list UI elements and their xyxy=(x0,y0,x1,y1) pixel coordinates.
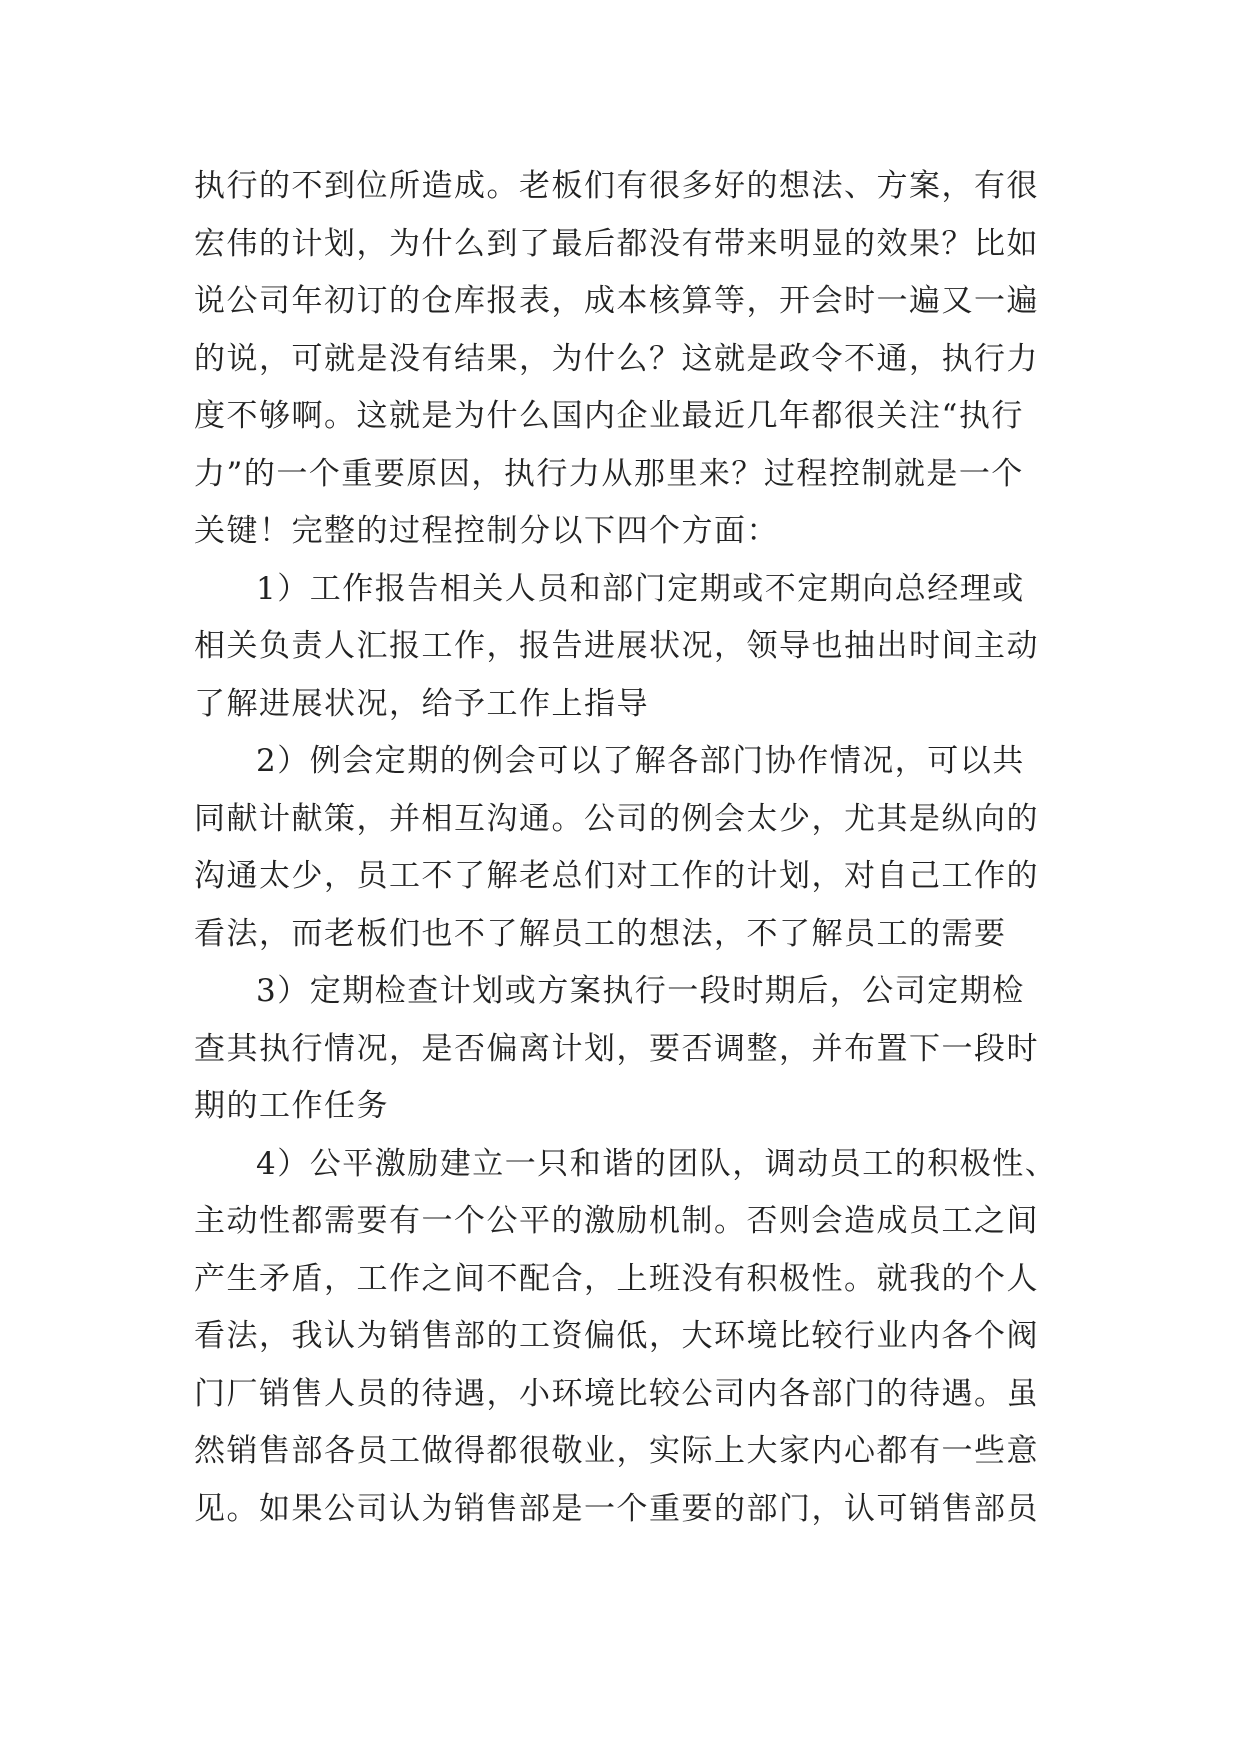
text-line: 同献计献策，并相互沟通。公司的例会太少，尤其是纵向的 xyxy=(194,800,1039,837)
text-line: 看法，而老板们也不了解员工的想法，不了解员工的需要 xyxy=(194,915,1007,952)
text-line: 宏伟的计划，为什么到了最后都没有带来明显的效果？比如 xyxy=(194,225,1039,262)
list-item-4-line: 4）公平激励建立一只和谐的团队，调动员工的积极性、 xyxy=(256,1145,1058,1182)
text-line: 门厂销售人员的待遇，小环境比较公司内各部门的待遇。虽 xyxy=(194,1375,1039,1412)
text-line: 度不够啊。这就是为什么国内企业最近几年都很关注“执行 xyxy=(194,398,1024,434)
text-line: 产生矛盾，工作之间不配合，上班没有积极性。就我的个人 xyxy=(194,1260,1039,1297)
list-item-2-line: 2）例会定期的例会可以了解各部门协作情况，可以共 xyxy=(256,743,1025,779)
text-line: 了解进展状况，给予工作上指导 xyxy=(194,685,649,722)
text-line: 看法，我认为销售部的工资偏低，大环境比较行业内各个阀 xyxy=(194,1318,1039,1354)
text-line: 主动性都需要有一个公平的激励机制。否则会造成员工之间 xyxy=(194,1203,1039,1239)
text-line: 见。如果公司认为销售部是一个重要的部门，认可销售部员 xyxy=(194,1490,1039,1527)
list-item-1-line: 1）工作报告相关人员和部门定期或不定期向总经理或 xyxy=(256,570,1025,607)
text-line: 执行的不到位所造成。老板们有很多好的想法、方案，有很 xyxy=(194,168,1039,204)
list-item-3-line: 3）定期检查计划或方案执行一段时期后，公司定期检 xyxy=(256,973,1025,1009)
text-line: 说公司年初订的仓库报表，成本核算等，开会时一遍又一遍 xyxy=(194,283,1039,319)
text-line: 的说，可就是没有结果，为什么？这就是政令不通，执行力 xyxy=(194,340,1039,377)
body-text xyxy=(194,158,1058,1538)
text-line: 关键！完整的过程控制分以下四个方面： xyxy=(194,513,779,549)
text-line: 相关负责人汇报工作，报告进展状况，领导也抽出时间主动 xyxy=(194,628,1039,664)
text-line: 期的工作任务 xyxy=(194,1088,389,1124)
text-line: 力”的一个重要原因，执行力从那里来？过程控制就是一个 xyxy=(194,455,1024,492)
text-line: 然销售部各员工做得都很敬业，实际上大家内心都有一些意 xyxy=(194,1433,1039,1469)
text-line: 沟通太少，员工不了解老总们对工作的计划，对自己工作的 xyxy=(194,858,1039,894)
text-line: 查其执行情况，是否偏离计划，要否调整，并布置下一段时 xyxy=(194,1030,1039,1067)
